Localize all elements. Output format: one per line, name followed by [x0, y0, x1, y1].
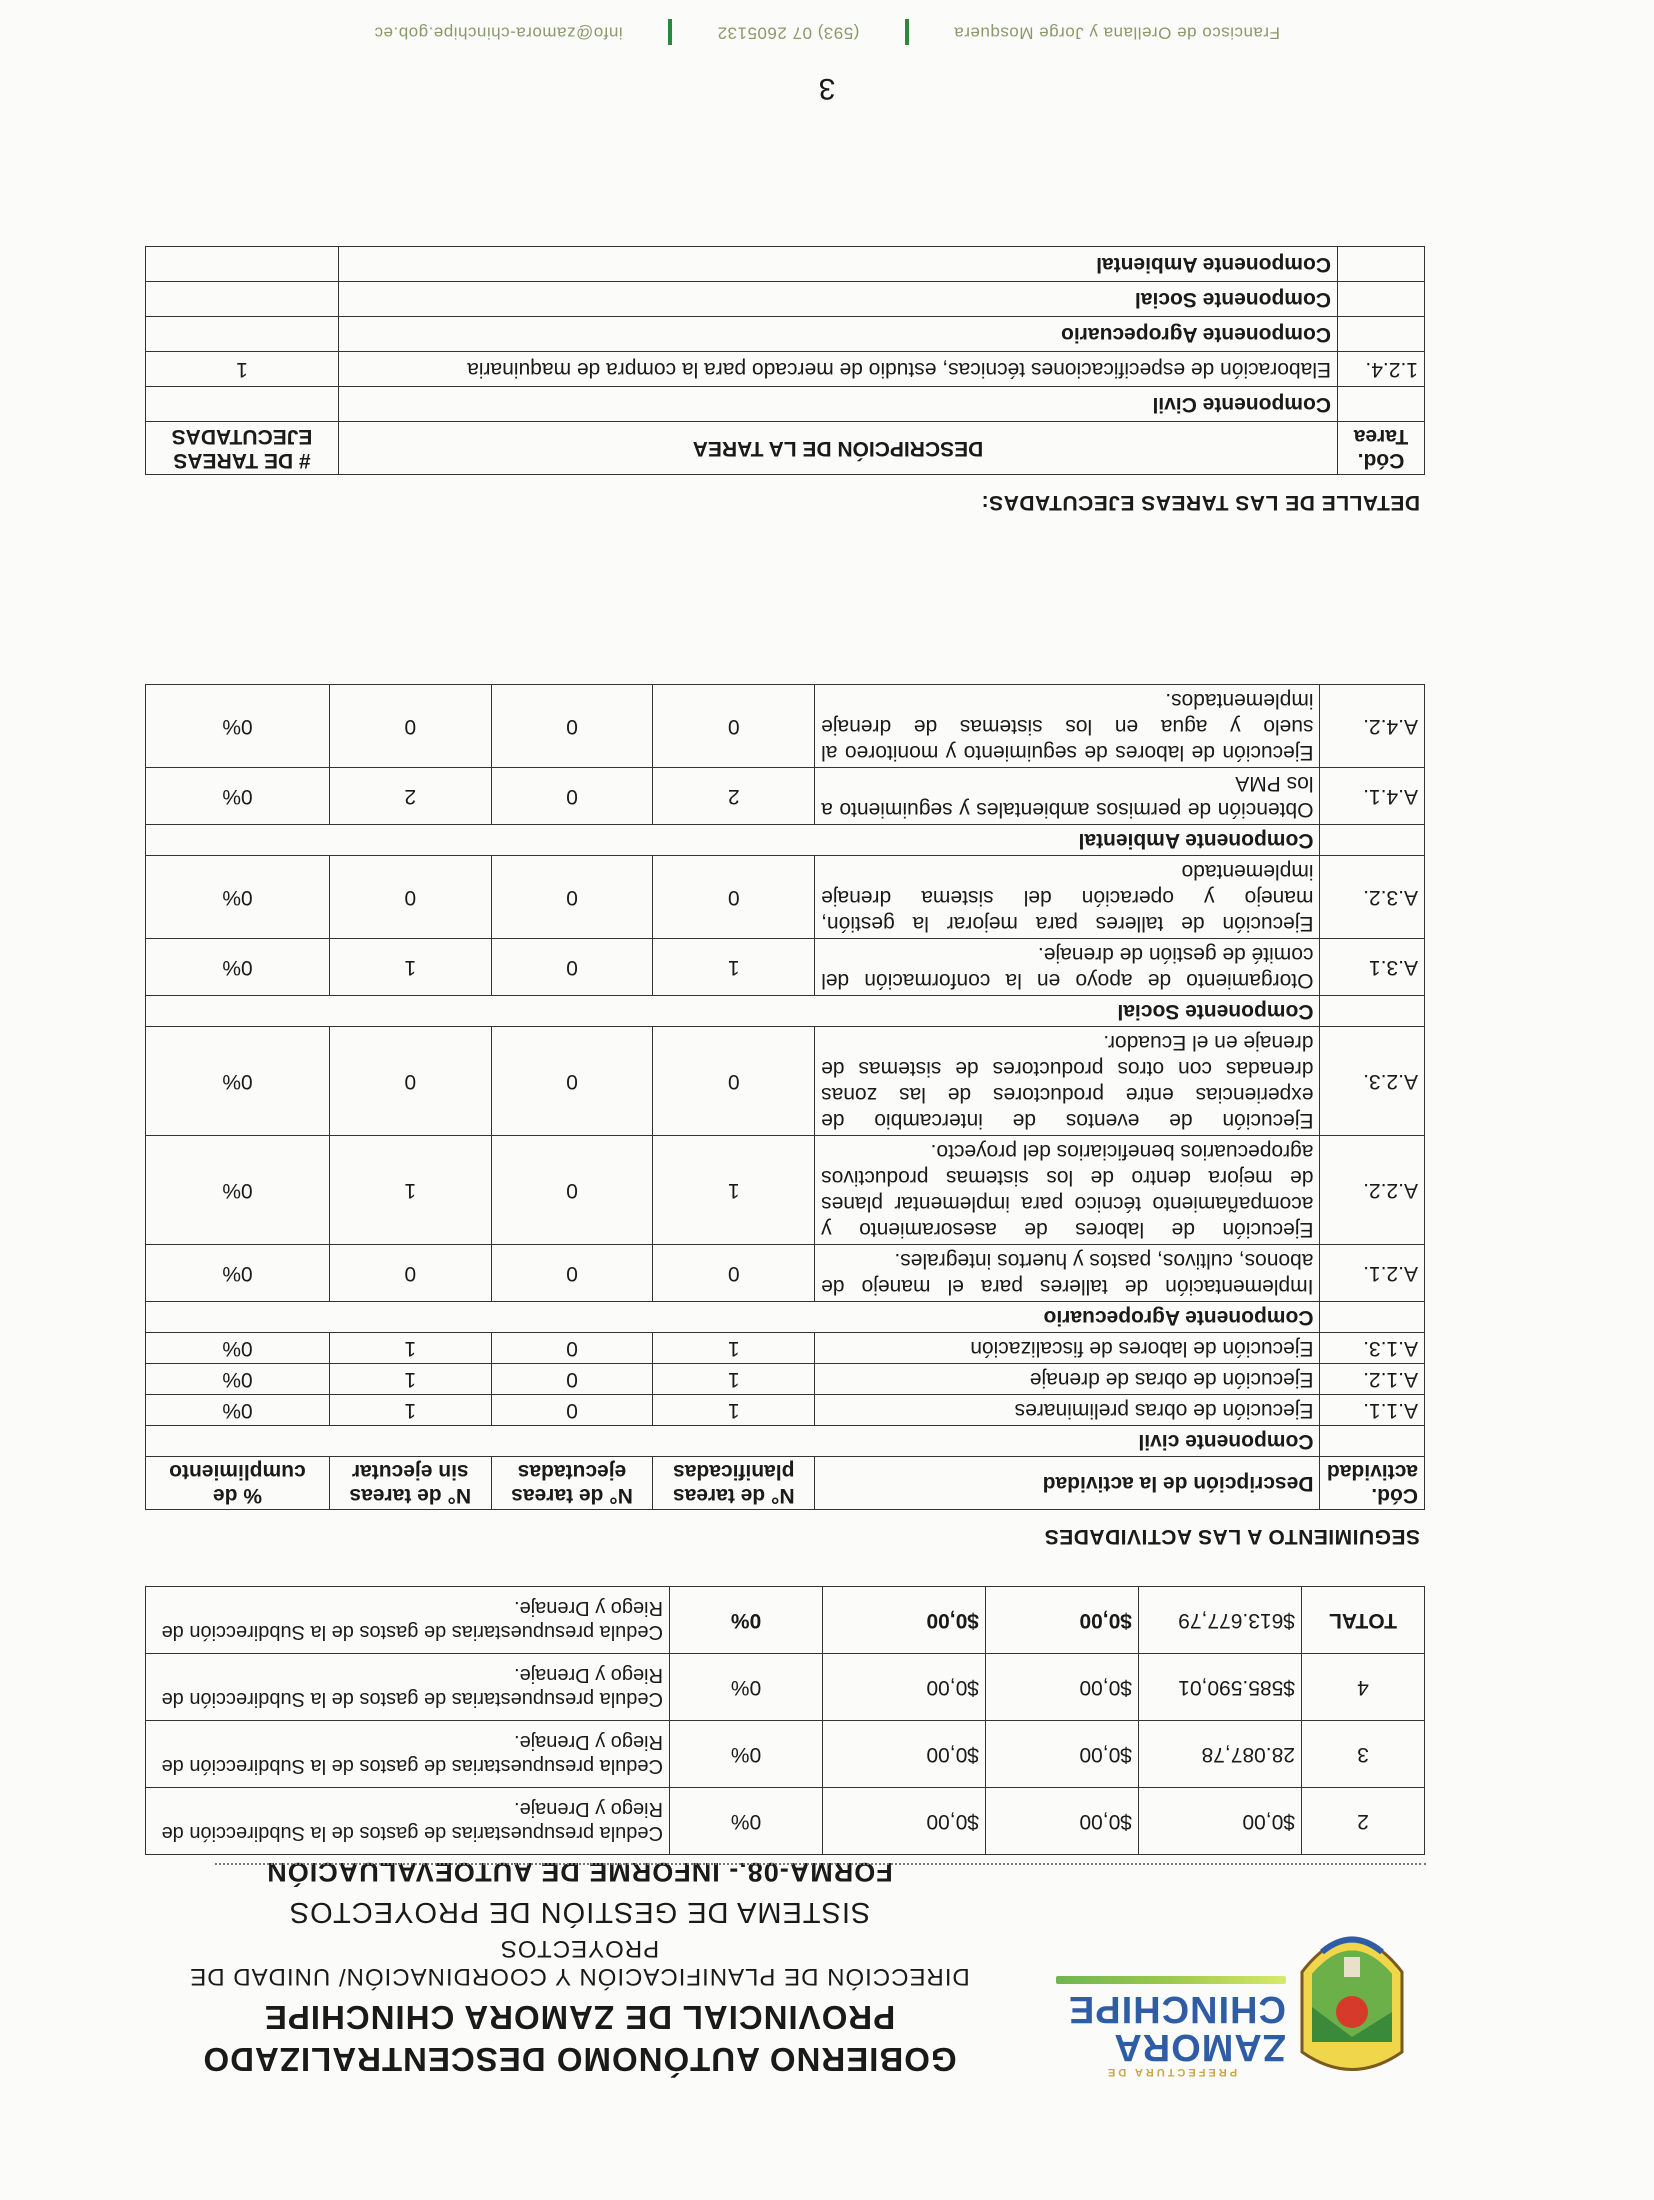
activity-desc: Obtención de permisos ambientales y seguimiento a los PMA	[815, 768, 1320, 825]
page-footer	[280, 19, 1374, 45]
activities-section-title: SEGUIMIENTO A LAS ACTIVIDADES	[1044, 1525, 1420, 1548]
budget-cell: $0,00	[823, 1788, 986, 1855]
activity-planned: 1	[653, 1364, 815, 1395]
activity-pending: 2	[329, 768, 491, 825]
component-row	[146, 1426, 1425, 1457]
footer-separator	[905, 19, 909, 45]
budget-cell: Cedula presupuestarias de gastos de la Subdirección de Riego y Drenaje.	[146, 1788, 670, 1855]
header-system: SISTEMA DE GESTIÓN DE PROYECTOS	[288, 1896, 871, 1928]
budget-table	[145, 1586, 1425, 1855]
activity-code: A.2.2.	[1320, 1136, 1425, 1245]
activity-code: A.4.2.	[1320, 685, 1425, 768]
activity-pct: 0%	[146, 1136, 330, 1245]
activity-planned: 1	[653, 1395, 815, 1426]
activity-pct: 0%	[146, 1333, 330, 1364]
col-header-code: Cód. actividad	[1320, 1457, 1425, 1510]
budget-cell: 28.087,78	[1139, 1721, 1302, 1788]
budget-cell: 4	[1302, 1654, 1425, 1721]
component-social: Componente Social	[146, 996, 1320, 1027]
activity-code: A.1.1.	[1320, 1395, 1425, 1426]
table-header-row	[146, 422, 1425, 475]
header-form: FORMA-08.- INFORME DE AUTOEVALUACIÓN	[266, 1857, 893, 1887]
table-row	[146, 768, 1425, 825]
budget-cell: Cedula presupuestarias de gastos de la Subdirección de Riego y Drenaje.	[146, 1721, 670, 1788]
activity-code: A.4.1.	[1320, 768, 1425, 825]
task-desc: Elaboración de especificaciones técnicas, estudio de mercado para la compra de maquinaria	[339, 352, 1338, 387]
budget-cell: 3	[1302, 1721, 1425, 1788]
task-component-civil: Componente Civil	[339, 387, 1338, 422]
table-row	[146, 685, 1425, 768]
col-header-executed: N° de tareas ejecutadas	[491, 1457, 653, 1510]
activity-code: A.2.1.	[1320, 1245, 1425, 1302]
logo-caption: PREFECTURA DE	[1104, 2066, 1238, 2078]
table-row	[146, 939, 1425, 996]
activity-pending: 1	[329, 1136, 491, 1245]
tasks-section-title: DETALLE DE LAS TAREAS EJECUTADAS:	[981, 491, 1420, 514]
activity-executed: 0	[491, 1333, 653, 1364]
activity-planned: 0	[653, 685, 815, 768]
footer-phone: (593) 07 2605132	[717, 23, 860, 43]
budget-cell: $585.590,01	[1139, 1654, 1302, 1721]
activity-executed: 0	[491, 1136, 653, 1245]
col-header-task-num: # DE TAREAS EJECUTADAS	[146, 422, 339, 475]
budget-cell: 0%	[670, 1654, 823, 1721]
logo-name-1: ZAMORA	[1113, 2026, 1286, 2068]
table-row	[146, 856, 1425, 939]
logo-name-2: CHINCHIPE	[1067, 1988, 1286, 2030]
component-row	[146, 825, 1425, 856]
col-header-planned: N° de tareas planificadas	[653, 1457, 815, 1510]
table-row	[146, 1395, 1425, 1426]
task-count: 1	[146, 352, 339, 387]
table-row	[146, 1654, 1425, 1721]
component-civil: Componente civil	[146, 1426, 1320, 1457]
task-code: 1.2.4.	[1338, 352, 1425, 387]
activity-pending: 0	[329, 856, 491, 939]
table-row	[146, 1587, 1425, 1654]
activity-pending: 1	[329, 1364, 491, 1395]
document-header	[120, 1856, 1039, 2080]
budget-cell: Cedula presupuestarias de gastos de la Subdirección de Riego y Drenaje.	[146, 1654, 670, 1721]
activity-executed: 0	[491, 939, 653, 996]
activity-executed: 0	[491, 1245, 653, 1302]
table-row	[146, 1027, 1425, 1136]
component-agro: Componente Agropecuario	[146, 1302, 1320, 1333]
activity-pct: 0%	[146, 856, 330, 939]
header-title-line-1: GOBIERNO AUTÓNOMO DESCENTRALIZADO	[202, 2041, 957, 2078]
page-number: 3	[818, 72, 836, 105]
table-row	[146, 1788, 1425, 1855]
budget-cell: $0,00	[823, 1587, 986, 1654]
table-row	[146, 1333, 1425, 1364]
col-header-task-desc: DESCRIPCIÓN DE LA TAREA	[339, 422, 1338, 475]
component-row	[146, 282, 1425, 317]
table-row	[146, 1364, 1425, 1395]
task-component-ambiental: Componente Ambiental	[339, 247, 1338, 282]
activity-desc: Ejecución de obras de drenaje	[815, 1364, 1320, 1395]
activity-planned: 1	[653, 1333, 815, 1364]
budget-cell: $0,00	[986, 1654, 1139, 1721]
activity-desc: Implementación de talleres para el manejo de abonos, cultivos, pastos y huertos integrales.	[815, 1245, 1320, 1302]
budget-cell: $0,00	[986, 1587, 1139, 1654]
task-component-social: Componente Social	[339, 282, 1338, 317]
col-header-task-code: Cód. Tarea	[1338, 422, 1425, 475]
component-ambiental: Componente Ambiental	[146, 825, 1320, 856]
budget-total-label: TOTAL	[1302, 1587, 1425, 1654]
activity-desc: Ejecución de obras preliminares	[815, 1395, 1320, 1426]
activity-desc: Ejecución de talleres para mejorar la gestión, manejo y operación del sistema drenaje implementado	[815, 856, 1320, 939]
activity-desc: Ejecución de eventos de intercambio de experiencias entre productores de las zonas drenadas con otros productores de sistemas de drenaje en el Ecuador.	[815, 1027, 1320, 1136]
activity-code: A.1.2.	[1320, 1364, 1425, 1395]
activity-code: A.3.1	[1320, 939, 1425, 996]
table-row	[146, 1721, 1425, 1788]
activity-executed: 0	[491, 1395, 653, 1426]
tasks-table	[145, 246, 1425, 475]
activity-pct: 0%	[146, 685, 330, 768]
table-header-row	[146, 1457, 1425, 1510]
budget-cell: $0,00	[1139, 1788, 1302, 1855]
component-row	[146, 387, 1425, 422]
budget-cell: 2	[1302, 1788, 1425, 1855]
budget-cell: 0%	[670, 1788, 823, 1855]
header-subtitle: DIRECCIÓN DE PLANIFICACIÓN Y COORDINACIÓN/ UNIDAD DE PROYECTOS	[189, 1935, 970, 1990]
activity-desc: Ejecución de labores de asesoramiento y acompañamiento técnico para implementar planes de mejora dentro de los sistemas productivos agropecuarios beneficiarios del proyecto.	[815, 1136, 1320, 1245]
activity-executed: 0	[491, 856, 653, 939]
activity-pending: 0	[329, 1245, 491, 1302]
budget-cell: $0,00	[823, 1654, 986, 1721]
activity-planned: 2	[653, 768, 815, 825]
activity-pct: 0%	[146, 1245, 330, 1302]
table-row	[146, 1136, 1425, 1245]
activity-executed: 0	[491, 1027, 653, 1136]
activity-pending: 0	[329, 685, 491, 768]
component-row	[146, 1302, 1425, 1333]
activity-pending: 0	[329, 1027, 491, 1136]
prefecture-shield-logo	[1292, 1912, 1412, 2082]
header-divider	[215, 1863, 1426, 1865]
activity-desc: Ejecución de labores de seguimiento y monitoreo al suelo y agua en los sistemas de drenaje implementados.	[815, 685, 1320, 768]
activity-planned: 0	[653, 856, 815, 939]
activity-pending: 1	[329, 939, 491, 996]
activity-executed: 0	[491, 1364, 653, 1395]
header-title-line-2: PROVINCIAL DE ZAMORA CHINCHIPE	[263, 1999, 896, 2036]
budget-cell: $613.677,79	[1139, 1587, 1302, 1654]
activity-planned: 1	[653, 939, 815, 996]
activities-table	[145, 684, 1425, 1510]
activity-pct: 0%	[146, 768, 330, 825]
activity-code: A.2.3.	[1320, 1027, 1425, 1136]
logo-wordmark	[1056, 1976, 1286, 2078]
table-row	[146, 352, 1425, 387]
activity-pct: 0%	[146, 1364, 330, 1395]
activity-executed: 0	[491, 768, 653, 825]
table-row	[146, 1245, 1425, 1302]
footer-separator	[668, 19, 672, 45]
component-row	[146, 996, 1425, 1027]
budget-cell: $0,00	[986, 1721, 1139, 1788]
activity-desc: Otorgamiento de apoyo en la conformación del comité de gestión de drenaje.	[815, 939, 1320, 996]
activity-pct: 0%	[146, 1395, 330, 1426]
task-component-agro: Componente Agropecuario	[339, 317, 1338, 352]
budget-cell: $0,00	[823, 1721, 986, 1788]
activity-pending: 1	[329, 1395, 491, 1426]
col-header-desc: Descripción de la actividad	[815, 1457, 1320, 1510]
col-header-pending: N° de tareas sin ejecutar	[329, 1457, 491, 1510]
activity-code: A.1.3.	[1320, 1333, 1425, 1364]
footer-address: Francisco de Orellana y Jorge Mosquera	[953, 23, 1280, 43]
activity-code: A.3.2.	[1320, 856, 1425, 939]
col-header-pct: % de cumplimiento	[146, 1457, 330, 1510]
activity-pct: 0%	[146, 1027, 330, 1136]
activity-executed: 0	[491, 685, 653, 768]
component-row	[146, 247, 1425, 282]
activity-planned: 0	[653, 1027, 815, 1136]
activity-planned: 1	[653, 1136, 815, 1245]
budget-cell: $0,00	[986, 1788, 1139, 1855]
activity-planned: 0	[653, 1245, 815, 1302]
budget-cell: 0%	[670, 1721, 823, 1788]
logo-underline	[1056, 1976, 1286, 1984]
budget-cell: 0%	[670, 1587, 823, 1654]
footer-email: info@zamora-chinchipe.gob.ec	[374, 23, 623, 43]
activity-pending: 1	[329, 1333, 491, 1364]
activity-desc: Ejecución de labores de fiscalización	[815, 1333, 1320, 1364]
activity-pct: 0%	[146, 939, 330, 996]
component-row	[146, 317, 1425, 352]
budget-cell: Cedula presupuestarias de gastos de la Subdirección de Riego y Drenaje.	[146, 1587, 670, 1654]
